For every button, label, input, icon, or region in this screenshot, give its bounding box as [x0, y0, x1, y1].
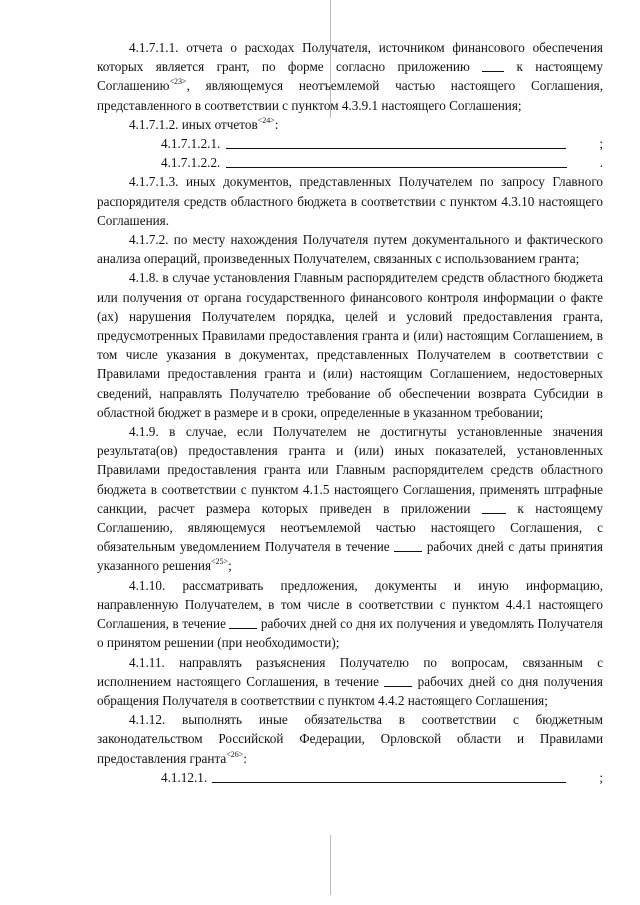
blank-field	[482, 59, 504, 72]
clause-4-1-9: 4.1.9. в случае, если Получателем не достигнуты установленные значения результата(ов) предоставления гранта и (или) иных показателей, установленных Правилами предоставления гранта или Главным распорядителем средств областного бюджета в соответствии с пунктом 4.1.5 настоящего Соглашения, применять штрафные санкции, расчет размера которых приведен в приложении к настоящему Соглашению, являющемуся неотъемлемой частью настоящего Соглашения, с обязательным уведомлением Получателя в течение рабочих дней с даты принятия указанного решения$^{<25>}$;	[97, 424, 603, 574]
clause-4-1-7-1-1: 4.1.7.1.1. отчета о расходах Получателя, источником финансового обеспечения которых является грант, по форме согласно приложению к настоящему Соглашению$^{<23>}$, являющемуся неотъемлемой частью настоящего Соглашения, представленного в соответствии с пунктом 4.3.9.1 настоящего Соглашения;	[97, 40, 603, 113]
clause-4-1-7-1-2-2: 4.1.7.1.2.2. .	[161, 155, 603, 171]
clause-4-1-12-1: 4.1.12.1. ;	[161, 769, 603, 785]
clause-4-1-8: 4.1.8. в случае установления Главным распорядителем средств областного бюджета или получения от органа государственного финансового контроля информации о факте (ах) нарушения Получателем порядка, целей и условий предоставления гранта, предусмотренных Правилами предоставления гранта и (или) настоящим Соглашением, в том числе указания в документах, представленных Получателем в соответствии с Правилами предоставления гранта и (или) настоящим Соглашением, недостоверных сведений, направлять Получателю требование об обеспечении возврата Субсидии в областной бюджет в размере и в сроки, определенные в указанном требовании;	[97, 270, 603, 420]
clause-4-1-7-1-2: 4.1.7.1.2. иных отчетов$^{<24>}$:	[129, 115, 279, 132]
clause-4-1-11: 4.1.11. направлять разъяснения Получателю по вопросам, связанным с исполнением настоящего Соглашения, в течение рабочих дней со дня получения обращения Получателя в соответствии с пунктом 4.4.2 настоящего Соглашения;	[97, 654, 603, 708]
blank-field	[229, 616, 257, 629]
clause-4-1-10: 4.1.10. рассматривать предложения, документы и иную информацию, направленную Получателем, в том числе в соответствии с пунктом 4.4.1 настоящего Соглашения, в течение рабочих дней со дня их получения и уведомлять Получателя о принятом решении (при необходимости);	[97, 577, 603, 651]
footnote-ref-26: <26>	[226, 749, 244, 759]
clause-4-1-7-1-2-1: 4.1.7.1.2.1. ;	[161, 136, 603, 152]
document-body	[97, 38, 603, 787]
blank-line	[226, 135, 567, 149]
blank-line	[212, 769, 566, 783]
clause-4-1-7-2: 4.1.7.2. по месту нахождения Получателя путем документального и фактического анализа операций, произведенных Получателем, связанных с использованием гранта;	[97, 232, 603, 267]
footnote-ref-24: <24>	[257, 115, 275, 125]
clause-4-1-12: 4.1.12. выполнять иные обязательства в соответствии с бюджетным законодательством Российской Федерации, Орловской области и Правилами предоставления гранта$^{<26>}$:	[97, 712, 603, 766]
blank-field	[482, 501, 506, 514]
blank-field	[394, 539, 422, 552]
footnote-ref-23: <23>	[169, 77, 187, 87]
blank-line	[226, 154, 567, 168]
page-fold-line-lower	[330, 835, 331, 895]
footnote-ref-25: <25>	[211, 557, 229, 567]
blank-field	[384, 674, 412, 687]
clause-4-1-7-1-3: 4.1.7.1.3. иных документов, представленных Получателем по запросу Главного распорядителя средств областного бюджета в соответствии с пунктом 4.3.10 настоящего Соглашения.	[97, 174, 603, 228]
